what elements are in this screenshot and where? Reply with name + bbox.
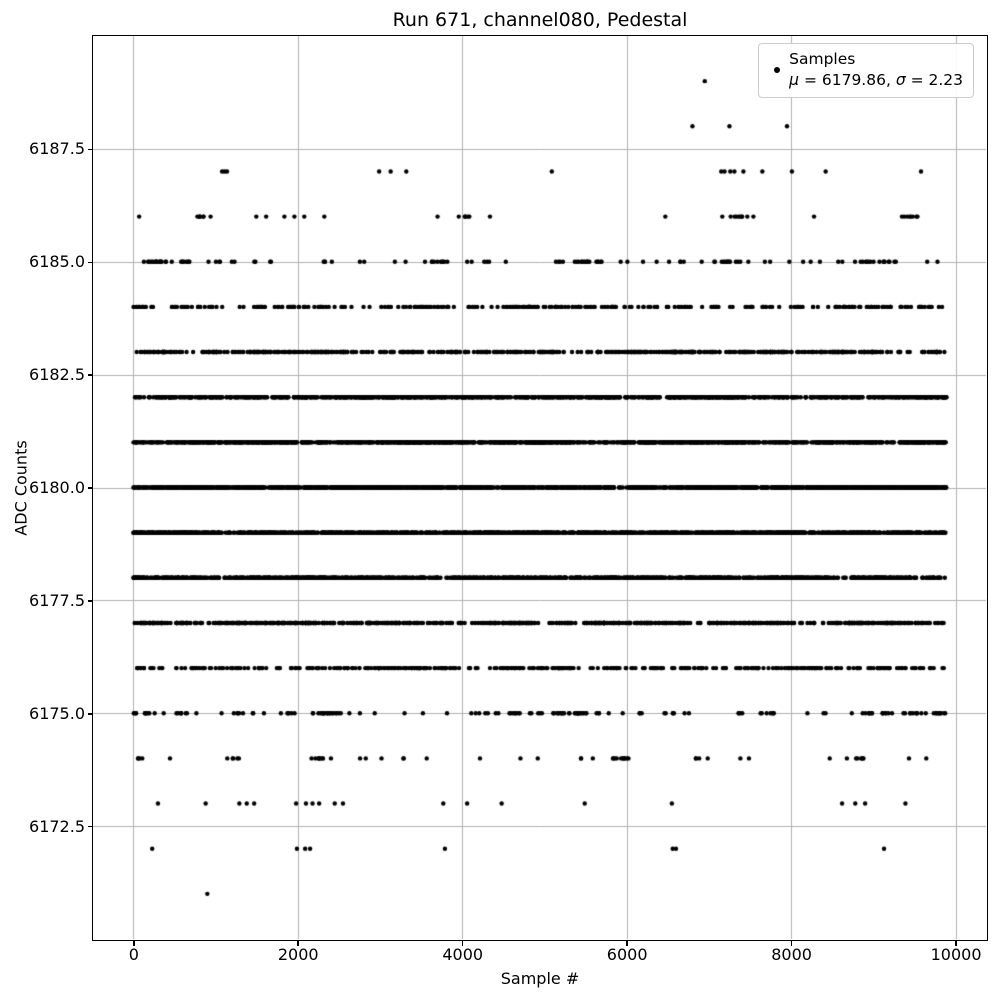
- y-tick-mark: [88, 149, 93, 151]
- legend-label-stats: [789, 70, 963, 91]
- x-tick-mark: [462, 941, 464, 946]
- legend-stats-part: μ: [789, 71, 800, 89]
- y-tick-label: 6182.5: [29, 365, 85, 385]
- plot-area: [92, 35, 988, 941]
- legend-stats-part: σ: [895, 71, 906, 89]
- x-tick-label: 6000: [606, 945, 648, 964]
- y-tick-label: 6172.5: [29, 816, 85, 836]
- legend-stats-part: = 6179.86,: [799, 71, 896, 89]
- x-tick-mark: [955, 941, 957, 946]
- x-tick-label: 2000: [277, 945, 319, 964]
- legend-stats-part: = 2.23: [905, 71, 963, 89]
- legend-label-samples: Samples: [789, 50, 856, 68]
- legend-sample-marker-icon: [774, 67, 780, 73]
- x-tick-label: 8000: [771, 945, 812, 964]
- x-tick-mark: [297, 941, 299, 946]
- y-tick-label: 6187.5: [29, 139, 85, 159]
- x-tick-label: 4000: [442, 945, 484, 964]
- y-axis-label: ADC Counts: [11, 440, 31, 536]
- y-tick-label: 6180.0: [29, 478, 85, 497]
- y-tick-mark: [88, 487, 93, 489]
- legend: [758, 43, 974, 98]
- x-tick-label: 10000: [930, 945, 982, 964]
- y-tick-mark: [88, 713, 93, 715]
- scatter-canvas: [93, 36, 986, 939]
- y-tick-label: 6175.0: [29, 703, 85, 723]
- y-tick-mark: [88, 262, 93, 264]
- y-tick-label: 6177.5: [29, 590, 85, 610]
- y-tick-label: 6185.0: [29, 252, 85, 272]
- x-tick-mark: [791, 941, 793, 946]
- y-tick-mark: [88, 600, 93, 602]
- x-tick-mark: [626, 941, 628, 946]
- x-tick-label: 0: [128, 945, 139, 964]
- legend-text: [789, 49, 963, 91]
- chart-title: Run 671, channel080, Pedestal: [392, 9, 688, 31]
- y-tick-mark: [88, 826, 93, 828]
- x-tick-mark: [133, 941, 135, 946]
- y-tick-mark: [88, 374, 93, 376]
- x-axis-label: Sample #: [500, 969, 580, 988]
